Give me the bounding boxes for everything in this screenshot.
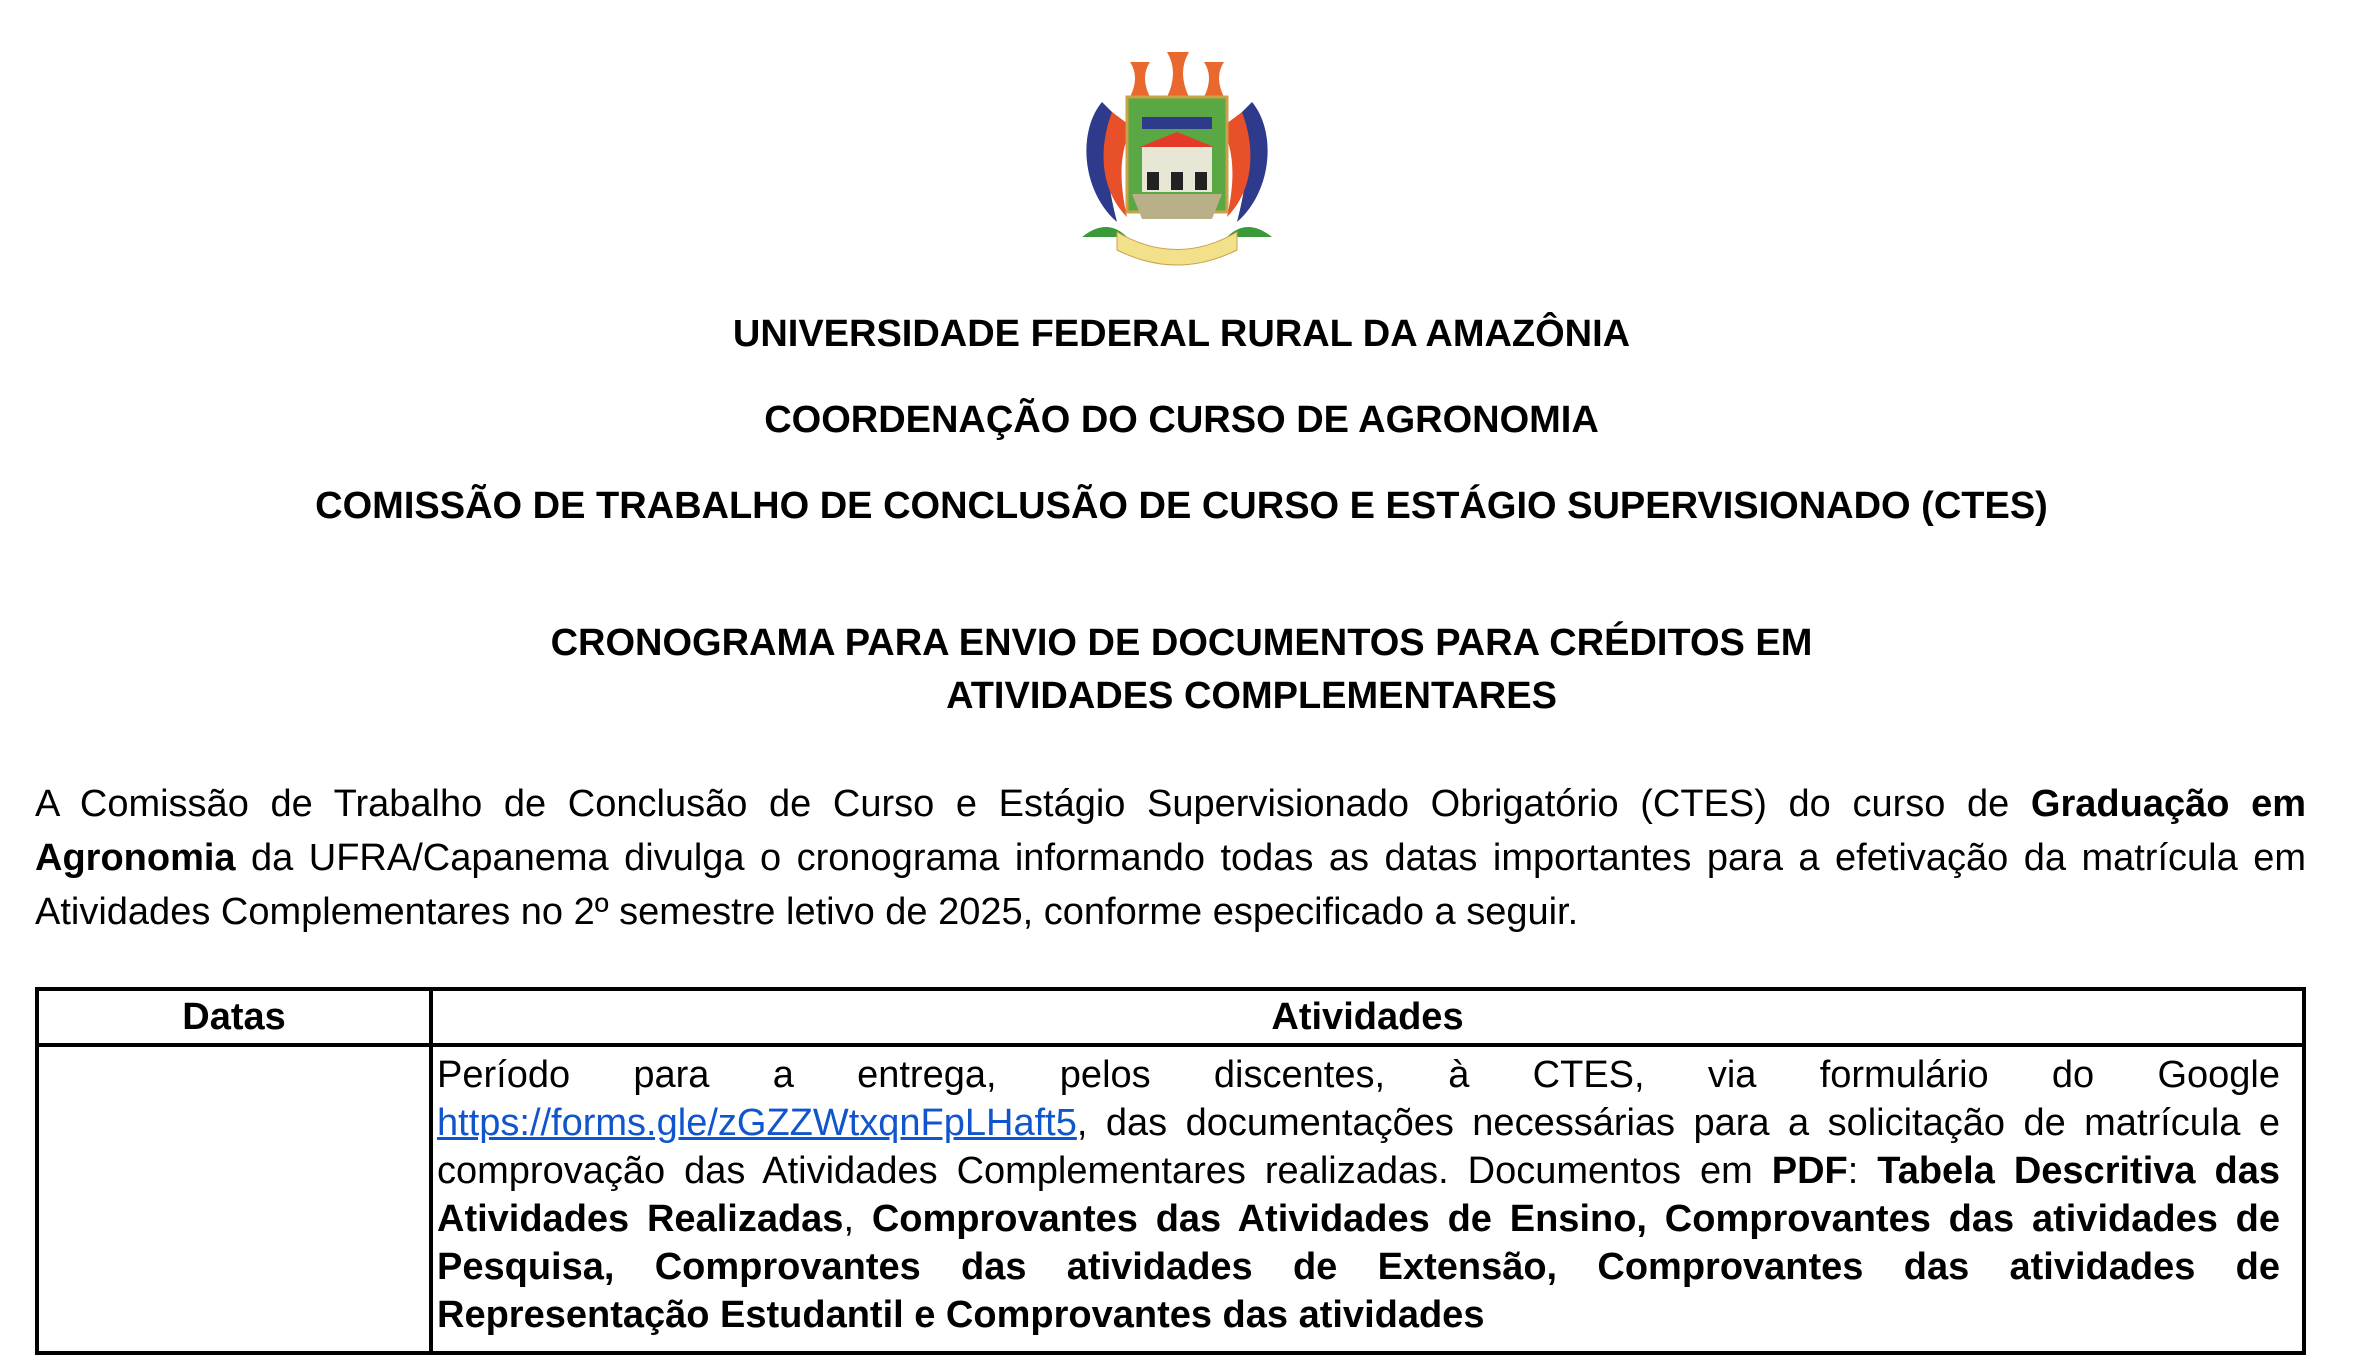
date-cell <box>37 1045 431 1353</box>
activity-cell: Período para a entrega, pelos discentes, à CTES, via formulário do Google https://forms.gle/zGZZWtxqnFpLHaft5, das documentações necessárias para a solicitação de matrícula e comprovação das Atividades Complementares realizadas. Documentos em PDF: Tabela Descritiva das Atividades Realizadas, Comprovantes das Atividades de Ensino, Comprovantes das atividades de Pesquisa, Comprovantes das atividades de Extensão, Comprovantes das atividades de Representação Estudantil e Comprovantes das atividades <box>431 1045 2304 1353</box>
committee-name: COMISSÃO DE TRABALHO DE CONCLUSÃO DE CURSO E ESTÁGIO SUPERVISIONADO (CTES) <box>315 485 2048 527</box>
coordination-name: COORDENAÇÃO DO CURSO DE AGRONOMIA <box>764 399 1599 441</box>
intro-paragraph: A Comissão de Trabalho de Conclusão de Curso e Estágio Supervisionado Obrigatório (CTES) do curso de Graduação em Agronomia da UFRA/Capanema divulga o cronograma informando todas as datas importantes para a efetivação da matrícula em Atividades Complementares no 2º semestre letivo de 2025, conforme especificado a seguir. <box>35 783 2306 933</box>
ufra-coat-of-arms-logo <box>1072 52 1282 272</box>
header-atividades: Atividades <box>431 989 2304 1045</box>
course-name: Graduação em Agronomia <box>35 783 2306 879</box>
table-header-row <box>37 989 2304 1045</box>
google-form-link[interactable]: https://forms.gle/zGZZWtxqnFpLHaft5 <box>437 1102 1077 1144</box>
document-title-line1: CRONOGRAMA PARA ENVIO DE DOCUMENTOS PARA CRÉDITOS EM <box>550 622 1813 664</box>
university-name: UNIVERSIDADE FEDERAL RURAL DA AMAZÔNIA <box>732 313 1631 355</box>
header-datas: Datas <box>37 989 431 1045</box>
schedule-table <box>35 987 2306 1355</box>
table-row <box>37 1045 2304 1353</box>
document-title-line2: ATIVIDADES COMPLEMENTARES <box>946 675 1557 717</box>
